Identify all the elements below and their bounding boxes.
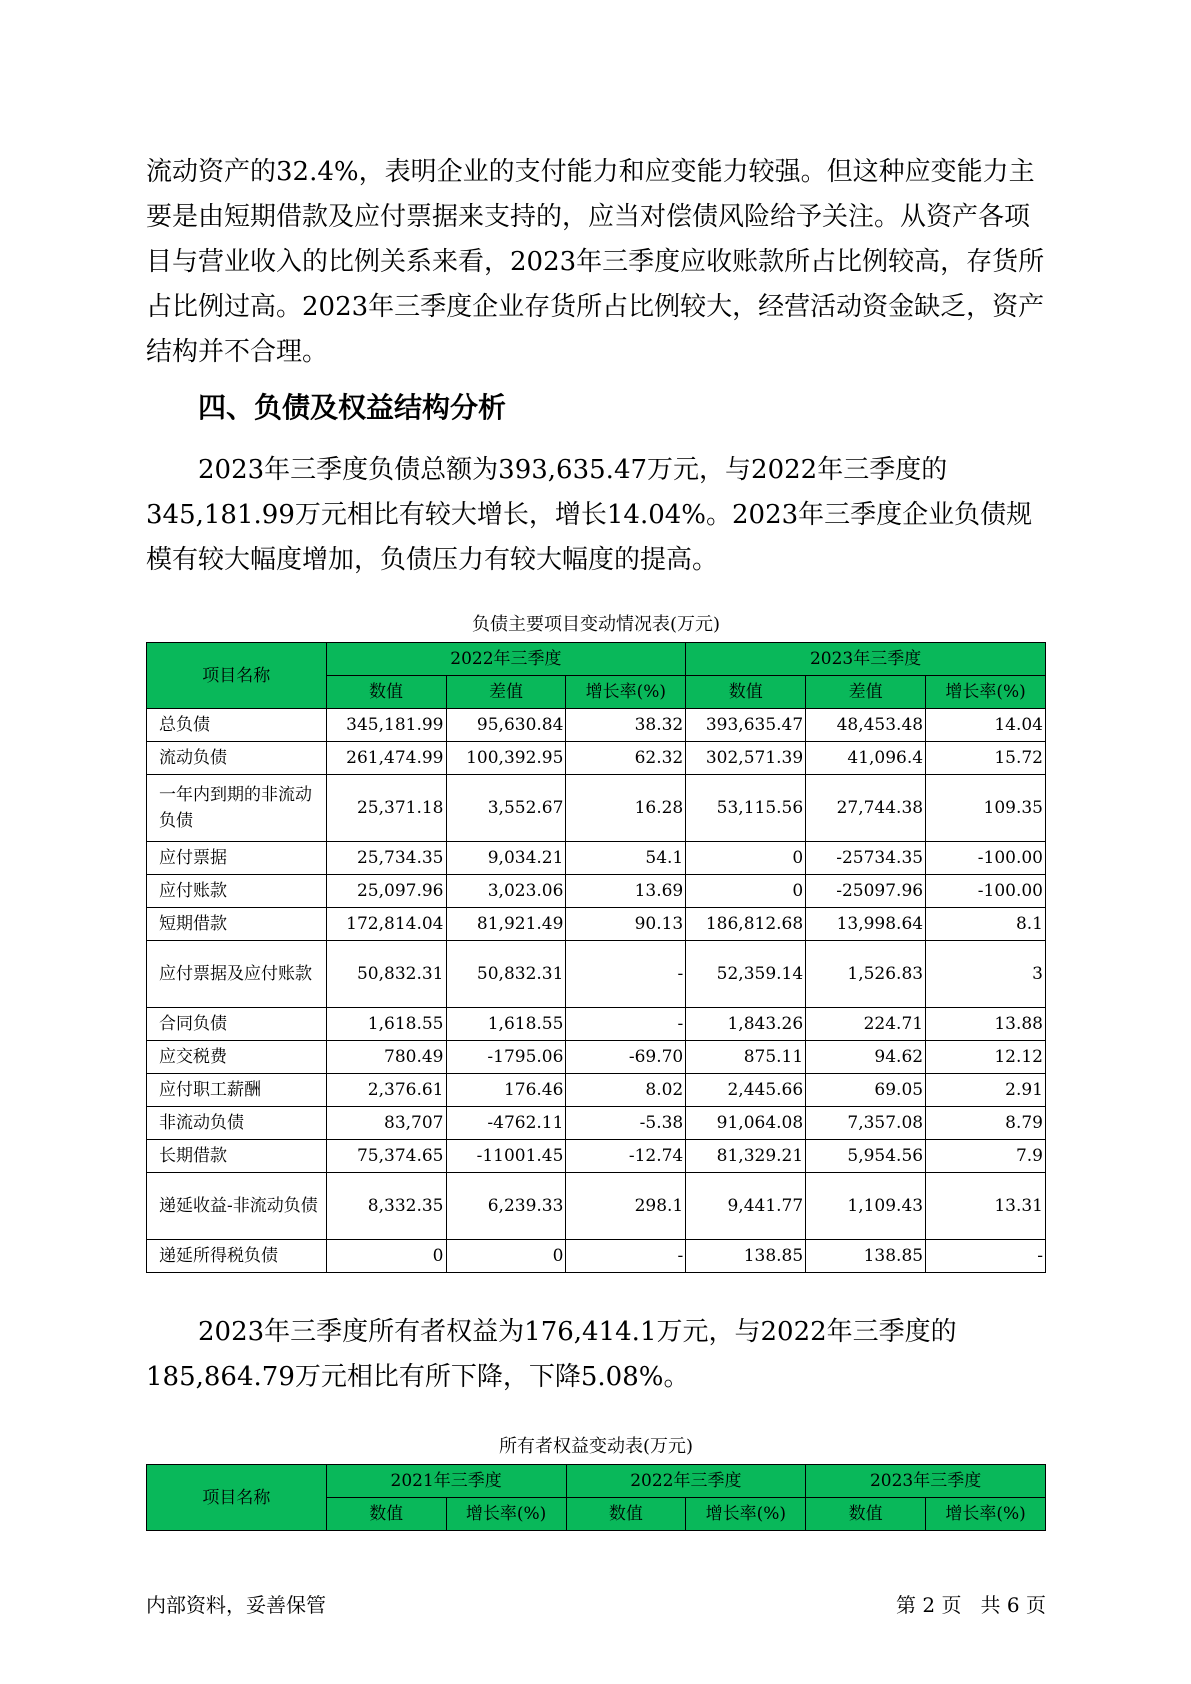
cell-value-2023: 393,635.47 [686,709,806,742]
cell-diff-2023: 138.85 [806,1240,926,1273]
cell-value-2022: 1,618.55 [326,1008,446,1041]
cell-value-2023: 91,064.08 [686,1107,806,1140]
total-pages: 6 [1006,1593,1020,1617]
cell-value-2022: 50,832.31 [326,941,446,1008]
header-period-2023: 2023年三季度 [686,643,1046,676]
table-row [147,709,1046,742]
row-name: 递延收益-非流动负债 [147,1173,327,1240]
row-name: 长期借款 [147,1140,327,1173]
footer-page-number [896,1590,1046,1620]
cell-diff-2023: 41,096.4 [806,742,926,775]
cell-growth-2022: -69.70 [566,1041,686,1074]
cell-diff-2023: -25097.96 [806,875,926,908]
row-name: 应付职工薪酬 [147,1074,327,1107]
cell-growth-2022: 8.02 [566,1074,686,1107]
liability-table [146,642,1046,1273]
paragraph-asset-analysis: 流动资产的32.4%，表明企业的支付能力和应变能力较强。但这种应变能力主要是由短期借款及应付票据来支持的，应当对偿债风险给予关注。从资产各项目与营业收入的比例关系来看，2023年三季度应收账款所占比例较高，存货所占比例过高。2023年三季度企业存货所占比例较大，经营活动资金缺乏，资产结构并不合理。 [146,157,1045,367]
row-name: 递延所得税负债 [147,1240,327,1273]
liability-table-caption: 负债主要项目变动情况表(万元) [471,614,721,635]
header-value: 数值 [806,1498,926,1531]
cell-value-2022: 25,097.96 [326,875,446,908]
section-heading: 四、负债及权益结构分析 [198,391,507,424]
cell-growth-2023: 2.91 [926,1074,1046,1107]
cell-growth-2023: 8.1 [926,908,1046,941]
cell-growth-2022: -12.74 [566,1140,686,1173]
cell-growth-2023: 8.79 [926,1107,1046,1140]
cell-value-2022: 261,474.99 [326,742,446,775]
table-row [147,1240,1046,1273]
row-name: 非流动负债 [147,1107,327,1140]
cell-value-2022: 345,181.99 [326,709,446,742]
cell-diff-2023: 7,357.08 [806,1107,926,1140]
cell-growth-2022: 13.69 [566,875,686,908]
cell-value-2023: 2,445.66 [686,1074,806,1107]
cell-diff-2023: 94.62 [806,1041,926,1074]
total-label-post: 页 [1026,1593,1046,1617]
table-row [147,742,1046,775]
table-row [147,1041,1046,1074]
paragraph-equity-summary: 2023年三季度所有者权益为176,414.1万元，与2022年三季度的185,864.79万元相比有所下降，下降5.08%。 [146,1317,957,1392]
cell-value-2023: 0 [686,875,806,908]
cell-diff-2023: 1,526.83 [806,941,926,1008]
footer-confidential-note: 内部资料，妥善保管 [146,1593,326,1617]
cell-diff-2023: 48,453.48 [806,709,926,742]
cell-diff-2022: 0 [446,1240,566,1273]
cell-diff-2022: 1,618.55 [446,1008,566,1041]
total-label-pre: 共 [980,1593,1001,1617]
row-name: 总负债 [147,709,327,742]
cell-value-2023: 875.11 [686,1041,806,1074]
cell-value-2023: 81,329.21 [686,1140,806,1173]
page-label-pre: 第 [896,1593,917,1617]
cell-diff-2023: 224.71 [806,1008,926,1041]
header-growth: 增长率(%) [686,1498,806,1531]
header-period-2022: 2022年三季度 [566,1465,806,1498]
cell-diff-2023: 27,744.38 [806,775,926,842]
cell-diff-2022: 6,239.33 [446,1173,566,1240]
cell-growth-2022: 38.32 [566,709,686,742]
cell-growth-2023: -100.00 [926,875,1046,908]
row-name: 流动负债 [147,742,327,775]
cell-diff-2022: 176.46 [446,1074,566,1107]
cell-diff-2023: 5,954.56 [806,1140,926,1173]
header-period-2022: 2022年三季度 [326,643,686,676]
table-row [147,941,1046,1008]
cell-value-2023: 186,812.68 [686,908,806,941]
cell-growth-2023: 13.31 [926,1173,1046,1240]
table-row [147,875,1046,908]
header-diff: 差值 [446,676,566,709]
cell-value-2022: 75,374.65 [326,1140,446,1173]
table-row [147,1107,1046,1140]
cell-diff-2022: 3,023.06 [446,875,566,908]
row-name: 短期借款 [147,908,327,941]
header-value: 数值 [326,1498,446,1531]
page-label-mid: 页 [941,1593,962,1617]
cell-growth-2023: 13.88 [926,1008,1046,1041]
cell-growth-2022: - [566,1008,686,1041]
header-item-name: 项目名称 [147,1465,327,1531]
header-growth: 增长率(%) [566,676,686,709]
cell-growth-2023: 3 [926,941,1046,1008]
table-row [147,1008,1046,1041]
table-row [147,775,1046,842]
cell-growth-2023: 12.12 [926,1041,1046,1074]
cell-diff-2023: -25734.35 [806,842,926,875]
cell-value-2022: 0 [326,1240,446,1273]
cell-value-2023: 138.85 [686,1240,806,1273]
row-name: 应付票据 [147,842,327,875]
cell-diff-2023: 1,109.43 [806,1173,926,1240]
cell-diff-2023: 13,998.64 [806,908,926,941]
cell-diff-2022: 100,392.95 [446,742,566,775]
header-growth: 增长率(%) [926,676,1046,709]
cell-diff-2022: 95,630.84 [446,709,566,742]
header-diff: 差值 [806,676,926,709]
cell-diff-2022: 3,552.67 [446,775,566,842]
cell-diff-2022: -11001.45 [446,1140,566,1173]
cell-growth-2023: 109.35 [926,775,1046,842]
table-row [147,842,1046,875]
cell-value-2023: 52,359.14 [686,941,806,1008]
cell-growth-2022: - [566,1240,686,1273]
header-item-name: 项目名称 [147,643,327,709]
equity-table [146,1464,1046,1531]
cell-growth-2023: -100.00 [926,842,1046,875]
cell-value-2023: 9,441.77 [686,1173,806,1240]
cell-value-2023: 302,571.39 [686,742,806,775]
header-growth: 增长率(%) [446,1498,566,1531]
cell-growth-2023: 14.04 [926,709,1046,742]
cell-growth-2022: 62.32 [566,742,686,775]
cell-diff-2022: -4762.11 [446,1107,566,1140]
table-row [147,908,1046,941]
cell-value-2022: 25,371.18 [326,775,446,842]
row-name: 一年内到期的非流动负债 [147,775,327,842]
cell-value-2023: 0 [686,842,806,875]
cell-growth-2022: - [566,941,686,1008]
row-name: 合同负债 [147,1008,327,1041]
cell-value-2022: 8,332.35 [326,1173,446,1240]
cell-value-2022: 172,814.04 [326,908,446,941]
equity-table-caption: 所有者权益变动表(万元) [498,1436,694,1457]
cell-diff-2023: 69.05 [806,1074,926,1107]
cell-growth-2022: -5.38 [566,1107,686,1140]
header-period-2023: 2023年三季度 [806,1465,1046,1498]
cell-diff-2022: 81,921.49 [446,908,566,941]
cell-growth-2022: 54.1 [566,842,686,875]
page-number: 2 [922,1593,936,1617]
header-value: 数值 [566,1498,686,1531]
cell-value-2022: 83,707 [326,1107,446,1140]
cell-growth-2022: 298.1 [566,1173,686,1240]
row-name: 应付账款 [147,875,327,908]
cell-value-2023: 1,843.26 [686,1008,806,1041]
paragraph-liability-summary: 2023年三季度负债总额为393,635.47万元，与2022年三季度的345,181.99万元相比有较大增长，增长14.04%。2023年三季度企业负债规模有较大幅度增加，负债压力有较大幅度的提高。 [146,455,1033,575]
cell-growth-2023: 15.72 [926,742,1046,775]
cell-value-2022: 780.49 [326,1041,446,1074]
table-row [147,1140,1046,1173]
cell-diff-2022: 9,034.21 [446,842,566,875]
cell-growth-2023: 7.9 [926,1140,1046,1173]
cell-growth-2023: - [926,1240,1046,1273]
cell-diff-2022: -1795.06 [446,1041,566,1074]
cell-value-2022: 25,734.35 [326,842,446,875]
cell-growth-2022: 90.13 [566,908,686,941]
cell-value-2023: 53,115.56 [686,775,806,842]
cell-value-2022: 2,376.61 [326,1074,446,1107]
table-row [147,1074,1046,1107]
table-row [147,1173,1046,1240]
row-name: 应交税费 [147,1041,327,1074]
header-value: 数值 [326,676,446,709]
header-value: 数值 [686,676,806,709]
header-growth: 增长率(%) [926,1498,1046,1531]
row-name: 应付票据及应付账款 [147,941,327,1008]
cell-growth-2022: 16.28 [566,775,686,842]
header-period-2021: 2021年三季度 [326,1465,566,1498]
cell-diff-2022: 50,832.31 [446,941,566,1008]
